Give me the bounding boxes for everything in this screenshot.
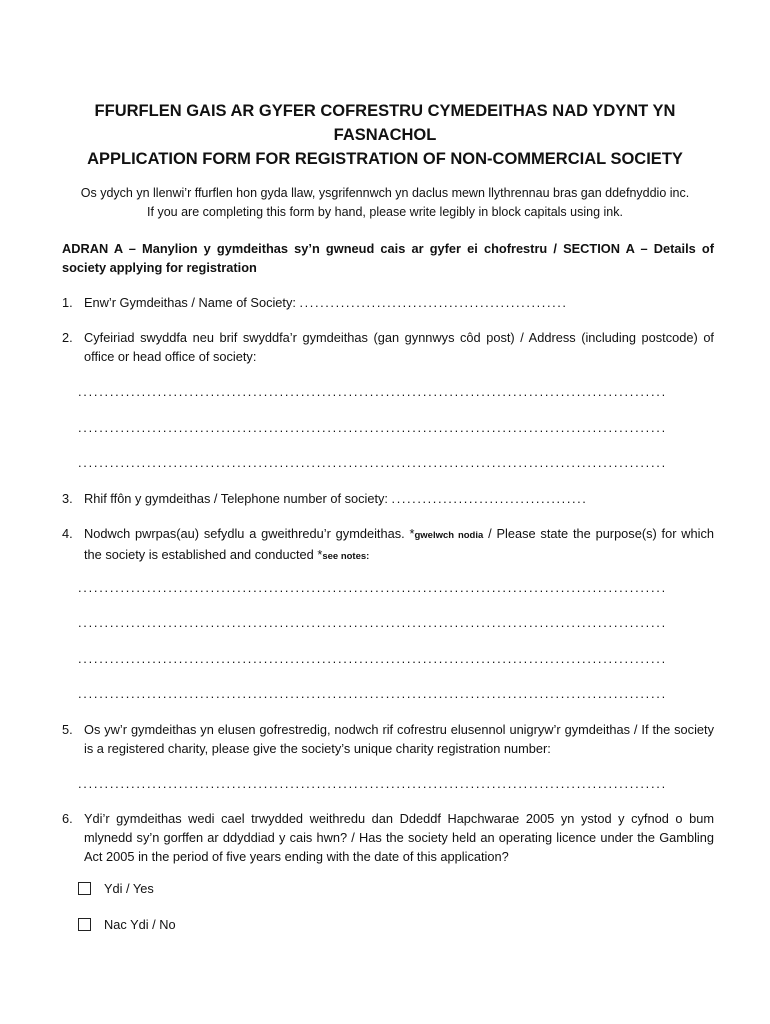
form-title-welsh-line2: FASNACHOL <box>333 126 437 144</box>
instructions-english: If you are completing this form by hand, please write legibly in block capitals using ink. <box>147 205 623 219</box>
section-a-heading: ADRAN A – Manylion y gymdeithas sy’n gwneud cais ar gyfer ei chofrestru / SECTION A – Details of society applying for registration <box>62 241 714 275</box>
question-number: 6. <box>62 811 73 826</box>
purpose-field-line-3[interactable]: ............................................................................................................... <box>78 651 667 666</box>
society-name-field[interactable]: .................................................... <box>299 295 568 310</box>
question-number: 5. <box>62 722 73 737</box>
yes-label: Ydi / Yes <box>104 881 154 896</box>
question-text: Ydi’r gymdeithas wedi cael trwydded weithredu dan Ddeddf Hapchwarae 2005 yn ystod y cyfnod o bum mlynedd sy’n gorffen ar ddyddiad y cais hwn? / Has the society held an operating licence under the Gambling Act 2005 in the period of five years ending with the date of this application? <box>84 811 714 864</box>
no-label: Nac Ydi / No <box>104 917 176 932</box>
see-notes-welsh: gwelwch nodia <box>414 530 484 541</box>
no-checkbox[interactable] <box>78 918 91 931</box>
purpose-field-line-1[interactable]: ............................................................................................................... <box>78 580 667 595</box>
question-number: 2. <box>62 330 73 345</box>
question-text-welsh: Nodwch pwrpas(au) sefydlu a gweithredu’r gymdeithas. * <box>84 526 415 541</box>
yes-checkbox[interactable] <box>78 882 91 895</box>
question-text: Os yw’r gymdeithas yn elusen gofrestredig, nodwch rif cofrestru elusennol unigryw’r gymdeithas / If the society is a registered charity, please give the society’s unique charity registration number: <box>84 722 714 756</box>
address-field-line-2[interactable]: ............................................................................................................... <box>78 420 667 435</box>
instructions-welsh: Os ydych yn llenwi’r ffurflen hon gyda llaw, ysgrifennwch yn daclus mewn llythrennau bras gan ddefnyddio inc. <box>80 186 690 200</box>
question-text-english: / Please state the purpose(s) for which the society is established and conducted * <box>84 526 715 562</box>
address-field-line-1[interactable]: ............................................................................................................... <box>78 384 667 399</box>
question-text: Enw’r Gymdeithas / Name of Society: <box>84 295 300 310</box>
question-number: 3. <box>62 491 73 506</box>
address-field-line-3[interactable]: ............................................................................................................... <box>78 455 667 470</box>
question-number: 4. <box>62 526 73 541</box>
question-text: Cyfeiriad swyddfa neu brif swyddfa’r gymdeithas (gan gynnwys côd post) / Address (including postcode) of office or head office of society: <box>84 330 714 364</box>
charity-number-field[interactable]: ............................................................................................................... <box>78 776 667 791</box>
telephone-field[interactable]: ...................................... <box>391 491 588 506</box>
form-title-welsh-line1: FFURFLEN GAIS AR GYFER COFRESTRU CYMEDEITHAS NAD YDYNT YN <box>94 102 676 120</box>
question-text: Rhif ffôn y gymdeithas / Telephone number of society: <box>84 491 392 506</box>
see-notes-english: see notes: <box>322 551 370 562</box>
form-title-english: APPLICATION FORM FOR REGISTRATION OF NON-COMMERCIAL SOCIETY <box>87 150 683 168</box>
purpose-field-line-2[interactable]: ............................................................................................................... <box>78 615 667 630</box>
purpose-field-line-4[interactable]: ............................................................................................................... <box>78 686 667 701</box>
question-number: 1. <box>62 295 73 310</box>
